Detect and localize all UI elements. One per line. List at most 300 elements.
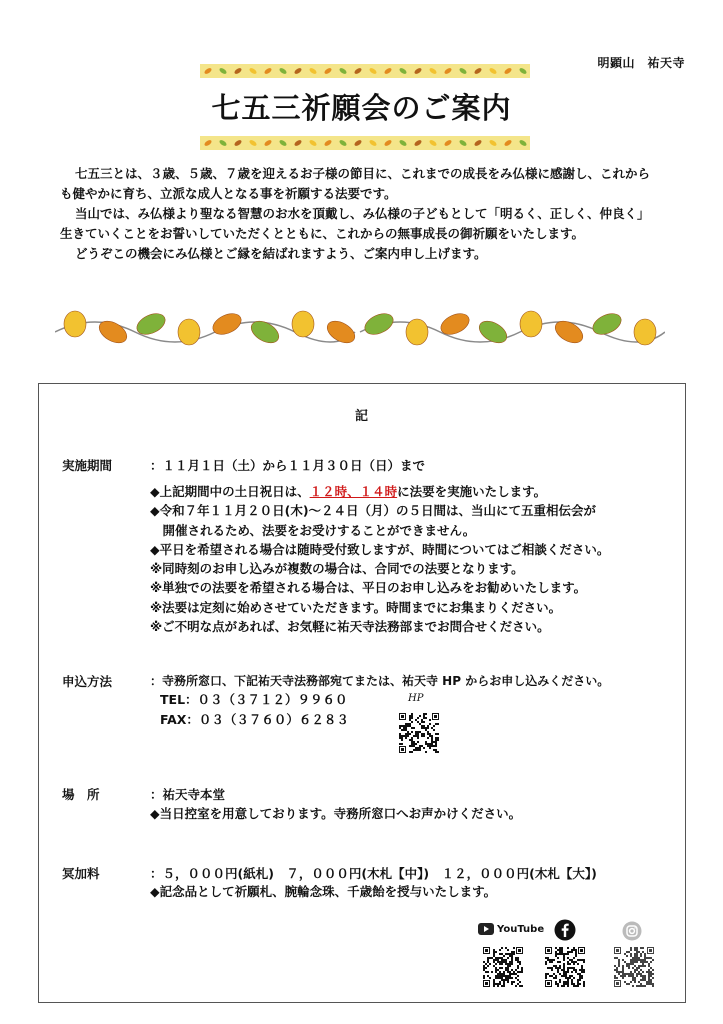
qr-module — [567, 961, 569, 963]
qr-module — [567, 957, 569, 959]
qr-module — [495, 957, 497, 959]
qr-module — [499, 957, 501, 959]
qr-module — [419, 749, 421, 751]
qr-module — [491, 971, 493, 973]
qr-finder — [518, 949, 521, 952]
qr-module — [503, 979, 505, 981]
qr-module — [632, 967, 634, 969]
qr-module — [628, 973, 630, 975]
qr-module — [634, 981, 636, 983]
qr-module — [521, 971, 523, 973]
qr-module — [630, 961, 632, 963]
qr-module — [642, 977, 644, 979]
qr-module — [409, 719, 411, 721]
qr-module — [425, 743, 427, 745]
qr-module — [507, 981, 509, 983]
hp-label: HP — [408, 693, 424, 704]
qr-module — [642, 975, 644, 977]
qr-module — [642, 963, 644, 965]
qr-module — [507, 967, 509, 969]
qr-module — [505, 975, 507, 977]
qr-module — [614, 975, 616, 977]
qr-module — [579, 977, 581, 979]
qr-module — [567, 963, 569, 965]
qr-module — [624, 981, 626, 983]
qr-module — [483, 965, 485, 967]
qr-module — [495, 951, 497, 953]
qr-module — [421, 721, 423, 723]
instagram-qr-code[interactable] — [613, 946, 655, 988]
qr-module — [638, 985, 640, 987]
qr-finder — [547, 982, 550, 985]
qr-module — [409, 739, 411, 741]
qr-module — [561, 985, 563, 987]
facebook-qr-code[interactable] — [544, 946, 586, 988]
qr-module — [399, 733, 401, 735]
qr-module — [435, 749, 437, 751]
qr-module — [644, 953, 646, 955]
qr-module — [638, 981, 640, 983]
qr-module — [433, 741, 435, 743]
qr-module — [419, 731, 421, 733]
qr-module — [648, 969, 650, 971]
qr-module — [405, 725, 407, 727]
qr-module — [405, 737, 407, 739]
qr-module — [569, 975, 571, 977]
qr-module — [547, 957, 549, 959]
qr-module — [417, 717, 419, 719]
qr-module — [499, 977, 501, 979]
qr-module — [636, 951, 638, 953]
qr-module — [501, 973, 503, 975]
qr-module — [567, 967, 569, 969]
qr-module — [553, 965, 555, 967]
qr-module — [423, 747, 425, 749]
qr-module — [511, 951, 513, 953]
qr-module — [638, 967, 640, 969]
qr-module — [515, 977, 517, 979]
qr-module — [415, 731, 417, 733]
qr-module — [577, 985, 579, 987]
qr-module — [626, 973, 628, 975]
qr-module — [616, 957, 618, 959]
qr-module — [573, 977, 575, 979]
qr-module — [650, 961, 652, 963]
qr-module — [493, 979, 495, 981]
qr-module — [405, 723, 407, 725]
qr-module — [435, 739, 437, 741]
qr-module — [435, 723, 437, 725]
qr-module — [618, 973, 620, 975]
qr-module — [563, 969, 565, 971]
qr-finder — [547, 949, 550, 952]
qr-module — [567, 985, 569, 987]
qr-module — [507, 953, 509, 955]
qr-module — [648, 965, 650, 967]
qr-module — [495, 959, 497, 961]
garland-leaf — [362, 310, 397, 339]
temple-name: 明顕山 祐天寺 — [597, 56, 685, 70]
qr-module — [646, 981, 648, 983]
qr-module — [499, 983, 501, 985]
qr-module — [583, 971, 585, 973]
qr-module — [411, 717, 413, 719]
qr-module — [622, 967, 624, 969]
qr-module — [549, 961, 551, 963]
qr-module — [616, 977, 618, 979]
qr-module — [407, 725, 409, 727]
qr-module — [415, 735, 417, 737]
qr-module — [644, 979, 646, 981]
qr-module — [640, 965, 642, 967]
qr-module — [415, 743, 417, 745]
qr-module — [626, 951, 628, 953]
qr-module — [561, 949, 563, 951]
qr-module — [581, 959, 583, 961]
qr-module — [425, 741, 427, 743]
qr-module — [634, 953, 636, 955]
qr-module — [517, 971, 519, 973]
qr-module — [427, 745, 429, 747]
qr-module — [509, 963, 511, 965]
qr-module — [642, 979, 644, 981]
qr-module — [489, 957, 491, 959]
qr-module — [507, 979, 509, 981]
qr-module — [555, 981, 557, 983]
qr-module — [437, 751, 439, 753]
qr-module — [579, 969, 581, 971]
qr-module — [569, 959, 571, 961]
qr-module — [640, 953, 642, 955]
qr-module — [618, 963, 620, 965]
qr-module — [497, 985, 499, 987]
qr-module — [401, 725, 403, 727]
qr-module — [489, 977, 491, 979]
qr-module — [487, 971, 489, 973]
qr-module — [495, 967, 497, 969]
qr-module — [545, 961, 547, 963]
period-value: ：１１月１日（土）から１１月３０日（日）まで — [150, 458, 426, 473]
qr-module — [644, 985, 646, 987]
qr-module — [401, 735, 403, 737]
qr-module — [555, 953, 557, 955]
qr-module — [551, 975, 553, 977]
qr-module — [519, 961, 521, 963]
qr-module — [497, 959, 499, 961]
youtube-link[interactable] — [478, 923, 544, 935]
qr-module — [634, 961, 636, 963]
qr-module — [421, 735, 423, 737]
note-line: ◆平日を希望される場合は随時受付致しますが、時間についてはご相談ください。 — [150, 541, 610, 557]
qr-module — [626, 955, 628, 957]
qr-module — [413, 735, 415, 737]
qr-module — [618, 965, 620, 967]
qr-module — [626, 983, 628, 985]
intro-paragraph: 七五三とは、３歳、５歳、７歳を迎えるお子様の節目に、これまでの成長をみ仏様に感謝し、これからも健やかに育ち、立派な成人となる事を祈願する法要です。 — [60, 166, 651, 201]
qr-module — [628, 965, 630, 967]
qr-module — [493, 981, 495, 983]
qr-module — [509, 975, 511, 977]
qr-module — [511, 973, 513, 975]
qr-module — [519, 963, 521, 965]
qr-module — [575, 985, 577, 987]
qr-module — [435, 745, 437, 747]
youtube-qr-code[interactable] — [482, 946, 524, 988]
qr-module — [577, 983, 579, 985]
qr-module — [634, 977, 636, 979]
qr-module — [505, 953, 507, 955]
qr-module — [431, 735, 433, 737]
qr-module — [571, 979, 573, 981]
qr-module — [419, 723, 421, 725]
qr-module — [630, 953, 632, 955]
qr-module — [517, 965, 519, 967]
qr-module — [437, 737, 439, 739]
qr-module — [634, 971, 636, 973]
fee-label: 冥加料 — [62, 866, 100, 881]
qr-module — [515, 985, 517, 987]
qr-module — [423, 735, 425, 737]
qr-module — [411, 713, 413, 715]
qr-module — [515, 957, 517, 959]
qr-module — [433, 725, 435, 727]
qr-module — [503, 971, 505, 973]
qr-module — [499, 967, 501, 969]
qr-module — [648, 983, 650, 985]
qr-module — [483, 977, 485, 979]
qr-module — [569, 977, 571, 979]
qr-module — [644, 965, 646, 967]
qr-module — [630, 947, 632, 949]
qr-module — [511, 963, 513, 965]
qr-module — [628, 983, 630, 985]
qr-module — [405, 735, 407, 737]
qr-module — [652, 983, 654, 985]
qr-module — [567, 977, 569, 979]
qr-module — [559, 953, 561, 955]
qr-module — [557, 961, 559, 963]
note-line: ※同時刻のお申し込みが複数の場合は、合同での法要となります。 — [150, 561, 524, 577]
qr-module — [497, 961, 499, 963]
qr-module — [513, 981, 515, 983]
qr-module — [417, 733, 419, 735]
garland-leaf — [406, 319, 428, 345]
qr-module — [581, 967, 583, 969]
qr-module — [517, 957, 519, 959]
qr-module — [427, 743, 429, 745]
qr-module — [652, 959, 654, 961]
qr-module — [575, 953, 577, 955]
qr-module — [632, 963, 634, 965]
qr-module — [509, 953, 511, 955]
qr-module — [632, 959, 634, 961]
qr-module — [636, 957, 638, 959]
qr-module — [634, 959, 636, 961]
qr-module — [646, 983, 648, 985]
apply-label: 申込方法 — [62, 674, 113, 689]
qr-module — [581, 977, 583, 979]
qr-module — [614, 965, 616, 967]
qr-module — [483, 975, 485, 977]
qr-module — [616, 969, 618, 971]
qr-module — [573, 969, 575, 971]
qr-module — [511, 955, 513, 957]
qr-module — [614, 957, 616, 959]
qr-module — [547, 967, 549, 969]
qr-module — [427, 733, 429, 735]
qr-finder — [485, 949, 488, 952]
hp-qr-code[interactable] — [398, 712, 440, 754]
qr-module — [493, 955, 495, 957]
qr-module — [423, 733, 425, 735]
qr-module — [485, 963, 487, 965]
ki-heading: 記 — [354, 409, 368, 424]
qr-module — [409, 733, 411, 735]
qr-module — [648, 977, 650, 979]
qr-module — [646, 957, 648, 959]
qr-module — [632, 973, 634, 975]
qr-module — [571, 971, 573, 973]
qr-module — [507, 963, 509, 965]
qr-module — [636, 985, 638, 987]
qr-module — [634, 947, 636, 949]
qr-module — [497, 973, 499, 975]
qr-module — [567, 979, 569, 981]
qr-module — [399, 743, 401, 745]
qr-module — [577, 981, 579, 983]
qr-module — [423, 721, 425, 723]
qr-module — [573, 985, 575, 987]
qr-module — [503, 973, 505, 975]
facebook-icon[interactable] — [554, 919, 576, 941]
qr-module — [413, 743, 415, 745]
qr-module — [644, 961, 646, 963]
qr-finder — [401, 748, 404, 751]
qr-module — [624, 973, 626, 975]
qr-module — [431, 737, 433, 739]
qr-module — [505, 961, 507, 963]
qr-module — [555, 977, 557, 979]
qr-module — [630, 949, 632, 951]
qr-module — [569, 967, 571, 969]
qr-module — [423, 715, 425, 717]
qr-module — [509, 973, 511, 975]
qr-module — [563, 953, 565, 955]
qr-module — [563, 959, 565, 961]
qr-module — [650, 979, 652, 981]
qr-module — [557, 957, 559, 959]
qr-module — [423, 713, 425, 715]
qr-module — [648, 973, 650, 975]
qr-module — [405, 727, 407, 729]
qr-module — [417, 731, 419, 733]
qr-module — [411, 727, 413, 729]
qr-module — [431, 727, 433, 729]
instagram-icon[interactable] — [622, 921, 642, 941]
qr-module — [411, 721, 413, 723]
qr-module — [489, 963, 491, 965]
qr-module — [638, 959, 640, 961]
qr-module — [553, 977, 555, 979]
qr-finder — [616, 982, 619, 985]
qr-module — [493, 961, 495, 963]
qr-module — [648, 979, 650, 981]
qr-module — [632, 985, 634, 987]
qr-module — [425, 717, 427, 719]
qr-module — [493, 949, 495, 951]
qr-module — [429, 745, 431, 747]
qr-module — [567, 983, 569, 985]
qr-module — [575, 971, 577, 973]
intro-paragraph: どうぞこの機会にみ仏様とご縁を結ばれますよう、ご案内申し上げます。 — [75, 246, 487, 261]
qr-module — [555, 965, 557, 967]
qr-module — [521, 967, 523, 969]
qr-module — [555, 975, 557, 977]
qr-module — [497, 983, 499, 985]
qr-module — [493, 959, 495, 961]
qr-module — [417, 741, 419, 743]
qr-module — [557, 953, 559, 955]
qr-module — [634, 979, 636, 981]
qr-module — [551, 967, 553, 969]
qr-module — [497, 969, 499, 971]
qr-module — [575, 961, 577, 963]
qr-module — [495, 983, 497, 985]
qr-module — [501, 959, 503, 961]
qr-module — [425, 727, 427, 729]
qr-module — [636, 949, 638, 951]
qr-module — [519, 985, 521, 987]
qr-module — [640, 975, 642, 977]
qr-module — [505, 977, 507, 979]
qr-module — [405, 729, 407, 731]
qr-module — [567, 981, 569, 983]
qr-module — [622, 971, 624, 973]
highlight-times: １２時、１４時 — [309, 484, 398, 499]
qr-module — [559, 965, 561, 967]
qr-module — [583, 969, 585, 971]
qr-module — [581, 965, 583, 967]
qr-module — [495, 971, 497, 973]
qr-module — [634, 955, 636, 957]
qr-module — [507, 975, 509, 977]
qr-module — [431, 741, 433, 743]
qr-module — [640, 983, 642, 985]
qr-module — [483, 967, 485, 969]
qr-module — [551, 969, 553, 971]
qr-module — [577, 973, 579, 975]
qr-module — [583, 981, 585, 983]
qr-module — [571, 975, 573, 977]
qr-module — [429, 719, 431, 721]
qr-module — [555, 983, 557, 985]
qr-module — [646, 961, 648, 963]
qr-module — [622, 969, 624, 971]
qr-module — [555, 955, 557, 957]
garland-leaf — [178, 319, 200, 345]
qr-module — [614, 969, 616, 971]
place-label: 場 所 — [62, 787, 100, 802]
qr-module — [425, 713, 427, 715]
place-value: ：祐天寺本堂 — [150, 787, 226, 802]
qr-module — [559, 961, 561, 963]
qr-module — [567, 953, 569, 955]
qr-module — [650, 971, 652, 973]
qr-module — [511, 957, 513, 959]
qr-module — [563, 965, 565, 967]
qr-module — [413, 727, 415, 729]
qr-module — [571, 959, 573, 961]
